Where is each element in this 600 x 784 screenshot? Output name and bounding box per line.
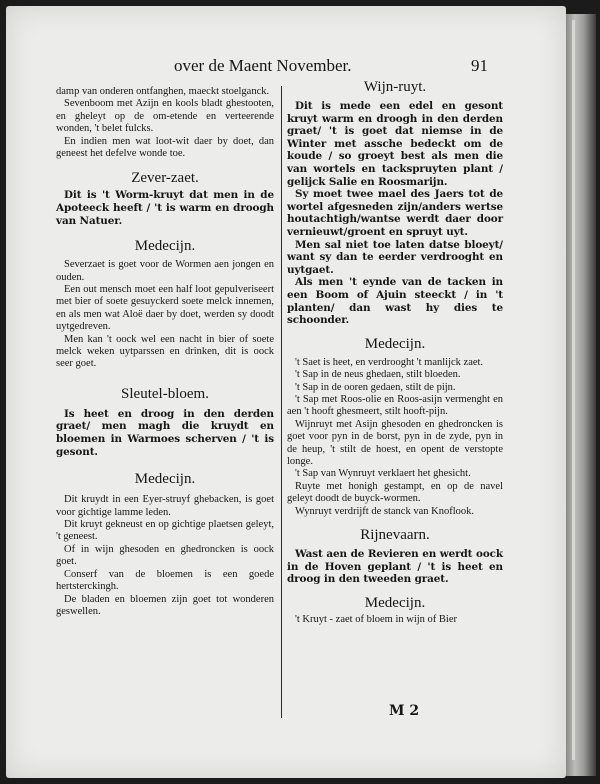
gothic-paragraph: Dit is 't Worm-kruyt dat men in de Apoteeck heeft / 't is warm en droogh van Natuer. <box>56 189 274 227</box>
paragraph: Wijnruyt met Asijn ghesoden en ghedroncken is goet voor pyn in de borst, pyn in de zyde, pyn in de heup, 't stilt de hoest, en opent de verstopte longe. <box>287 418 503 467</box>
paragraph: Severzaet is goet voor de Wormen aen jongen en ouden. <box>56 259 274 283</box>
paragraph: 't Kruyt - zaet of bloem in wijn of Bier <box>295 613 457 625</box>
section-heading-wijn-ruyt: Wijn-ruyt. <box>363 79 427 95</box>
paragraph: Dit kruyt gekneust en op gichtige plaetsen geleyt, 't geneest. <box>56 519 274 543</box>
book-page <box>6 6 566 778</box>
paragraph: Sevenboom met Azijn en kools bladt ghestooten, en gheleyt op de om-etende en verteerende wonden, 't belet fulcks. <box>56 98 274 135</box>
left-column <box>56 86 274 618</box>
paragraph: Een out mensch moet een half loot gepulveriseert met bier of soete gesuyckerd soete melck innemen, en als men wat Aloë daer by doet, werden sy doodt uytgedreven. <box>56 284 274 333</box>
paragraph: Ruyte met honigh gestampt, en op de navel geleyt doodt de buyck-wormen. <box>287 480 503 505</box>
right-column <box>287 79 503 626</box>
paragraph: 't Sap in de neus ghedaen, stilt bloeden. <box>295 369 461 381</box>
gothic-paragraph: Dit is mede een edel en gesont kruyt warm en droogh in den derden graet/ 't is goet dat niemse in de Winter met assche bedeckt om de koude / so groeyt best als men die van wortels en tackspruyten plant / gelijck Salie en Roosmarijn. <box>287 100 503 188</box>
running-head <box>6 56 566 80</box>
gothic-paragraph: Men sal niet toe laten datse bloeyt/ want sy dan te eerder verdrooght en uytgaet. <box>287 238 503 276</box>
paragraph: Wynruyt verdrijft de stanck van Knoflook. <box>295 505 474 517</box>
paragraph: Dit kruydt in een Eyer-struyf ghebacken, is goet voor gichtige lamme leden. <box>56 494 274 518</box>
paragraph: 't Saet is heet, en verdrooght 't manlijck zaet. <box>295 356 484 368</box>
gothic-paragraph: Wast aen de Revieren en werdt oock in de Hoven geplant / 't is heet en droog in den tweeden graet. <box>287 547 503 586</box>
gothic-paragraph: Als men 't eynde van de tacken in een Boom of Ajuin steeckt / in 't planten/ dan wast hy dies te schoonder. <box>287 276 503 327</box>
paragraph: 't Sap van Wynruyt verklaert het ghesicht. <box>295 468 471 480</box>
section-heading-sleutel-bloem: Sleutel-bloem. <box>121 385 209 402</box>
paragraph: De bladen en bloemen zijn goet tot wonderen geswellen. <box>56 593 274 617</box>
paragraph: damp van onderen ontfanghen, maeckt stoelganck. <box>56 86 270 97</box>
signature-mark: M 2 <box>389 703 420 719</box>
paragraph: Conserf van de bloemen is een goede hertsterckingh. <box>56 568 274 593</box>
paragraph: Of in wijn ghesoden en ghedroncken is oock goet. <box>56 543 274 568</box>
book-page-edge <box>566 14 596 776</box>
section-heading-rijnevaarn: Rijnevaarn. <box>360 526 430 543</box>
gothic-paragraph: Sy moet twee mael des Jaers tot de wortel afgesneden zijn/anders wertse houtachtigh/wantse werdt daer door vernieuwt/groent en spruyt uyt. <box>287 188 503 238</box>
gothic-paragraph: Is heet en droog in den derden graet/ men magh die kruydt en bloemen in Warmoes scherven / 't is gesont. <box>56 407 274 458</box>
column-divider <box>281 86 282 718</box>
section-heading-medecijn: Medecijn. <box>134 471 196 488</box>
section-heading-zever-zaet: Zever-zaet. <box>131 170 199 187</box>
paragraph: En indien men wat loot-wit daer by doet, dan geneest het defelve wonde toe. <box>56 135 274 160</box>
section-heading-medecijn: Medecijn. <box>364 594 426 611</box>
page-edge-highlight <box>572 20 575 760</box>
paragraph: 't Sap in de ooren gedaen, stilt de pijn. <box>295 381 456 393</box>
paragraph: 't Sap met Roos-olie en Roos-asijn vermenght en aen 't hooft ghesmeert, stilt hooft-pijn. <box>287 393 503 418</box>
paragraph: Men kan 't oock wel een nacht in bier of soete melck weken uytparssen en drinken, dit is oock seer goet. <box>56 333 274 370</box>
page-number: 91 <box>471 56 488 75</box>
running-title: over de Maent November. <box>174 56 352 75</box>
section-heading-medecijn: Medecijn. <box>134 238 196 255</box>
section-heading-medecijn: Medecijn. <box>364 335 426 352</box>
